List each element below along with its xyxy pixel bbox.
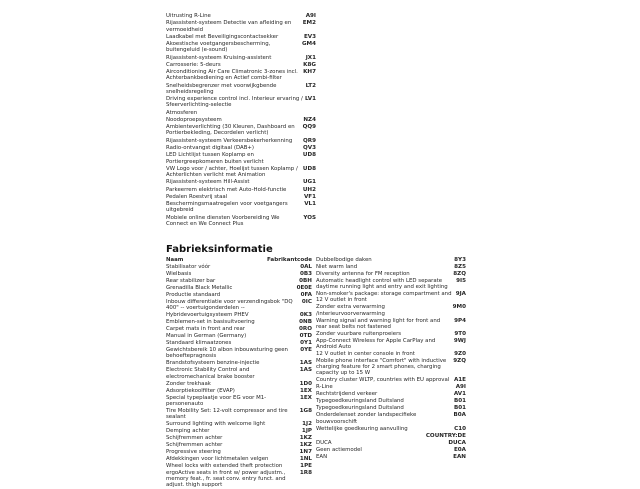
item-code: E0A: [453, 446, 466, 453]
item-code: 1JP: [301, 428, 312, 435]
item-description: Uitrusting R-Line: [166, 13, 211, 19]
list-item: [166, 285, 312, 291]
item-description: Typegoedkeuringsland Duitsland: [316, 405, 404, 412]
item-description: Zonder trekhaak: [166, 380, 211, 387]
list-item: [316, 391, 466, 397]
item-code: 9M0: [452, 304, 466, 311]
list-item: [166, 96, 316, 108]
list-item: [166, 117, 316, 123]
list-item: [316, 338, 466, 350]
item-code: EAN: [453, 453, 466, 460]
item-description: Rijassistent-systeem Kruising-assistent: [166, 54, 272, 61]
list-item: [166, 421, 312, 427]
list-item: [166, 179, 316, 185]
item-description: Schijfremmen achter: [166, 442, 223, 449]
item-code: 1PE: [300, 463, 312, 470]
item-code: 1NL: [299, 456, 312, 463]
item-description: Afdekkingen voor lichtmetalen velgen: [166, 456, 269, 463]
item-description: Rijassistent-systeem Hill-Assist: [166, 179, 250, 186]
item-description: Standaard klimaatzones: [166, 340, 232, 347]
item-code: 1D0: [299, 380, 312, 387]
list-item: [166, 367, 312, 379]
item-description: Zonder vuurbare ruitenproeiers: [316, 330, 402, 337]
item-description: Radio-ontvangst digitaal (DAB+): [166, 145, 255, 152]
item-description: Country cluster WLTP, countries with EU approval: [316, 377, 450, 384]
item-description: Niet warm land: [316, 264, 358, 270]
item-description: Schijfremmen achter: [166, 435, 223, 442]
list-item: [166, 110, 316, 116]
item-code: VL1: [304, 201, 316, 208]
item-description: Productie standaard: [166, 292, 221, 298]
item-description: Beschermingsmaatregelen voor voetgangers uitgebreid: [166, 201, 288, 214]
item-code: 0K3: [299, 312, 312, 319]
item-code: QV3: [303, 145, 316, 152]
item-description: Emblemen-set in basisuitvoering: [166, 319, 255, 326]
item-code: B0A: [453, 412, 466, 419]
item-code: 1G8: [299, 407, 312, 414]
item-description: Stabilisator vóór: [166, 264, 211, 270]
item-description: Typegoedkeuringsland Duitsland: [316, 398, 404, 405]
item-code: 8ZQ: [453, 271, 466, 277]
item-description: Carrosserie: 5-deurs: [166, 61, 221, 68]
list-item: [316, 454, 466, 460]
item-description: App-Connect Wireless for Apple CarPlay and Android Auto: [316, 337, 436, 351]
list-item: [166, 13, 316, 19]
item-code: UG1: [302, 179, 316, 186]
item-code: 1EX: [299, 394, 312, 401]
item-code: NZ4: [303, 116, 316, 123]
item-code: 1KZ: [299, 435, 312, 442]
item-code: 1J2: [302, 421, 312, 428]
item-code: VF1: [303, 193, 316, 200]
item-code: 0BH: [299, 278, 312, 284]
list-item: [316, 426, 466, 432]
item-code: 1N7: [299, 449, 312, 456]
item-code: 0IC: [301, 299, 312, 305]
item-description: Demping achter: [166, 428, 210, 435]
item-code: 0Y1: [300, 340, 312, 347]
item-code: A9I: [455, 384, 466, 391]
item-description: Rear stabilizer bar: [166, 278, 216, 284]
item-description: Driving experience control incl. Interieur ervaring / Sfeerverlichting-selectie: [166, 96, 303, 109]
item-code: 9WJ: [453, 337, 466, 344]
item-description: Snelheidsbegrenzer met voorwijkgbende snelheidsregeling: [166, 82, 277, 95]
item-description: DUCA: [316, 439, 332, 446]
factory-info-left-column: [166, 257, 312, 489]
list-item: [316, 398, 466, 404]
item-code: K8G: [303, 61, 316, 68]
list-item: [166, 20, 316, 32]
item-code: 0TD: [299, 333, 312, 340]
item-description: EAN: [316, 453, 328, 460]
item-code: 0FA: [300, 292, 312, 298]
list-item: [166, 292, 312, 298]
column-header-name: Naam: [166, 257, 184, 263]
list-item: [166, 69, 316, 81]
item-description: R-Line: [316, 384, 333, 391]
list-item: [166, 187, 316, 193]
list-item: [316, 291, 466, 303]
item-code: AV1: [453, 391, 466, 398]
column-header: [166, 257, 312, 263]
item-code: LV1: [304, 96, 316, 103]
item-code: UD8: [302, 165, 316, 172]
item-code: A9I: [305, 13, 316, 19]
item-description: Non-smoker's package: storage compartment and 12 V outlet in front: [316, 291, 452, 304]
list-item: [316, 412, 466, 424]
list-item: [316, 318, 466, 330]
list-item: [166, 381, 312, 387]
item-description: Wielbasis: [166, 271, 192, 277]
item-code: 9ZQ: [453, 358, 466, 365]
item-code: GM4: [301, 41, 316, 48]
item-description: Warning signal and warning light for front and rear seat belts not fastened: [316, 317, 441, 330]
item-description: 12 V outlet in center console in front: [316, 351, 415, 358]
item-description: Carpet mats in front and rear: [166, 326, 245, 333]
item-code: DUCA: [448, 439, 466, 446]
item-description: Zonder extra verwarming /interieurvoorverwarming: [316, 304, 385, 317]
list-item: [166, 55, 316, 61]
item-code: UH2: [302, 186, 316, 193]
list-item: [316, 331, 466, 337]
item-code: 0YE: [300, 347, 312, 354]
item-code: KH7: [303, 69, 316, 76]
list-item: [166, 152, 316, 164]
item-code: 1R8: [299, 470, 312, 477]
item-code: 1KZ: [299, 442, 312, 449]
item-description: Ambienteverlichting (30 Kleuren, Dashboard en Portierbekleding, Decordelen verlicht): [166, 124, 295, 137]
item-code: B01: [453, 398, 466, 405]
item-description: Brandstofsysteem benzine-injectie: [166, 360, 260, 367]
list-item: [316, 257, 466, 263]
item-code: 1AS: [299, 360, 312, 367]
list-item: [316, 278, 466, 290]
item-description: Manual in German (Germany): [166, 333, 247, 340]
item-description: Surround lighting with welcome light: [166, 421, 266, 428]
list-item: [316, 304, 466, 316]
list-item: [166, 145, 316, 151]
item-code: 0B3: [299, 271, 312, 277]
list-item: [166, 271, 312, 277]
item-code: 1AS: [299, 367, 312, 374]
item-code: 8Y3: [454, 257, 466, 263]
item-description: Wettelijke goedkeuring aanvulling: [316, 425, 408, 432]
item-description: Mobile phone interface "Comfort" with inductive charging feature for 2 smart phones, charging capacity up to 15 W: [316, 358, 447, 377]
list-item: [166, 194, 316, 200]
section-title: Fabrieksinformatie: [166, 244, 273, 255]
list-item: [166, 360, 312, 366]
list-item: [166, 299, 312, 311]
item-description: Special typeplaatje voor EG voor M1-personenauto: [166, 394, 267, 407]
item-description: VW Logo voor / achter, Hoelijst tussen Koplamp / Achterlichten verlicht met Animation: [166, 165, 298, 179]
list-item: [166, 449, 312, 455]
item-code: 1EX: [299, 387, 312, 394]
item-code: 9T0: [454, 330, 466, 337]
item-description: Mobiele online diensten Voorbereiding We Connect en We Connect Plus: [166, 214, 280, 227]
item-description: Electronic Stability Control and electromechanical brake booster: [166, 367, 255, 380]
list-item: [166, 278, 312, 284]
list-item: [166, 138, 316, 144]
item-description: Inbouw differentiatie voor verzendingsbok "DQ 400" -- voertuigonderdelen --: [166, 299, 293, 312]
list-item: [166, 166, 316, 178]
list-item: [316, 384, 466, 390]
item-description: Dubbelbodige daken: [316, 257, 372, 263]
item-code: 0E0E: [296, 285, 312, 291]
list-item: [166, 340, 312, 346]
list-item: [166, 442, 312, 448]
item-description: Diversity antenna for FM reception: [316, 271, 410, 277]
item-code: 8Z5: [454, 264, 466, 270]
item-description: Airconditioning Air Care Climatronic 3-zones incl. Achterbankbediening en Actief combi-filter: [166, 69, 298, 82]
list-item: [316, 358, 466, 377]
item-description: Progressive steering: [166, 449, 221, 456]
list-item: [316, 440, 466, 446]
list-item: [166, 62, 316, 68]
list-item: [316, 447, 466, 453]
item-code: B01: [453, 405, 466, 412]
item-code: C10: [454, 425, 466, 432]
column-header-code: Fabrikantcode: [266, 257, 312, 263]
item-description: Hybridevoertuigsysteem PHEV: [166, 312, 249, 319]
item-description: Pedalen Roestvrij staal: [166, 193, 228, 200]
item-description: Wheel locks with extended theft protection: [166, 463, 283, 470]
factory-info-right-column: [316, 257, 466, 461]
equipment-options-list: [166, 13, 316, 228]
item-description: Rechtstrijdend verkeer: [316, 391, 378, 398]
list-item: [166, 312, 312, 318]
left-rows: [166, 264, 312, 489]
item-code: QR9: [303, 137, 316, 144]
item-code: COUNTRY:DE: [425, 432, 466, 439]
item-code: YOS: [303, 214, 316, 221]
list-item: [166, 395, 312, 407]
list-item: [166, 463, 312, 469]
list-item: [166, 201, 316, 213]
list-item: [316, 405, 466, 411]
list-item: [166, 34, 316, 40]
item-description: Tire Mobility Set: 12-volt compressor and tire sealant: [166, 407, 288, 421]
list-item: [166, 435, 312, 441]
item-code: EV3: [303, 33, 316, 40]
item-code: 0RO: [299, 326, 312, 333]
item-code: 9P4: [454, 317, 466, 324]
item-description: Geen actiemodel: [316, 446, 362, 453]
item-code: QQ9: [302, 124, 316, 131]
list-item: [166, 215, 316, 227]
list-item: [166, 326, 312, 332]
list-item: [166, 428, 312, 434]
item-description: Automatic headlight control with LED separate daytime running light and entry and exit lighting: [316, 278, 448, 291]
item-code: 9I5: [456, 278, 466, 284]
item-description: Parkeerrem elektrisch met Auto-Hold-functie: [166, 186, 287, 193]
list-item: [166, 388, 312, 394]
item-description: LED Lichtlijst tussen Koplamp en Portiergreepkomeren buiten verlicht: [166, 152, 264, 165]
right-rows: [316, 257, 466, 460]
list-item: [166, 456, 312, 462]
item-description: Atmosferen: [166, 109, 198, 116]
item-description: Grenadilla Black Metallic: [166, 285, 233, 291]
item-description: Noodoproepsysteem: [166, 116, 222, 123]
list-item: [166, 408, 312, 420]
list-item: [166, 124, 316, 136]
item-code: 0NB: [299, 319, 312, 326]
list-item: [166, 470, 312, 489]
item-description: Akoestische voetgangersbescherming, buitengeluid (e-sound): [166, 41, 271, 54]
item-description: Adsorptiekoolfilter (EVAP): [166, 387, 235, 394]
item-description: Gewichtsbereik 10 albon inbouwsturing geen behoeftepragnosis: [166, 347, 288, 360]
item-description: Rijassistent-systeem Detectie van afleiding en vermoeidheid: [166, 20, 292, 33]
item-code: A1E: [453, 377, 466, 384]
item-code: LT2: [305, 82, 316, 89]
item-description: Onderdelenset zonder landspecifieke bouwvoorschift: [316, 412, 417, 425]
list-item: [166, 333, 312, 339]
item-code: 9Z0: [454, 351, 466, 358]
item-code: EM2: [302, 20, 316, 27]
list-item: [166, 319, 312, 325]
list-item: [316, 377, 466, 383]
list-item: [316, 351, 466, 357]
item-code: 9JA: [455, 291, 466, 298]
list-item: [316, 264, 466, 270]
list-item: [166, 41, 316, 53]
item-description: Laadkabel met Beveiligingscontactsekker: [166, 33, 279, 40]
item-description: Rijassistent-systeem Verkeersbekerherkenning: [166, 137, 293, 144]
item-description: ergoActive seats in front w/ power adjustm., memory feat., fr. seat conv. entry funct. and adjust. thigh support: [166, 470, 286, 489]
list-item: [166, 83, 316, 95]
list-item: [166, 347, 312, 359]
item-code: 0AL: [300, 264, 312, 270]
list-item: [316, 433, 466, 439]
list-item: [316, 271, 466, 277]
list-item: [166, 264, 312, 270]
item-code: JX1: [305, 54, 316, 61]
item-code: UD8: [302, 152, 316, 159]
